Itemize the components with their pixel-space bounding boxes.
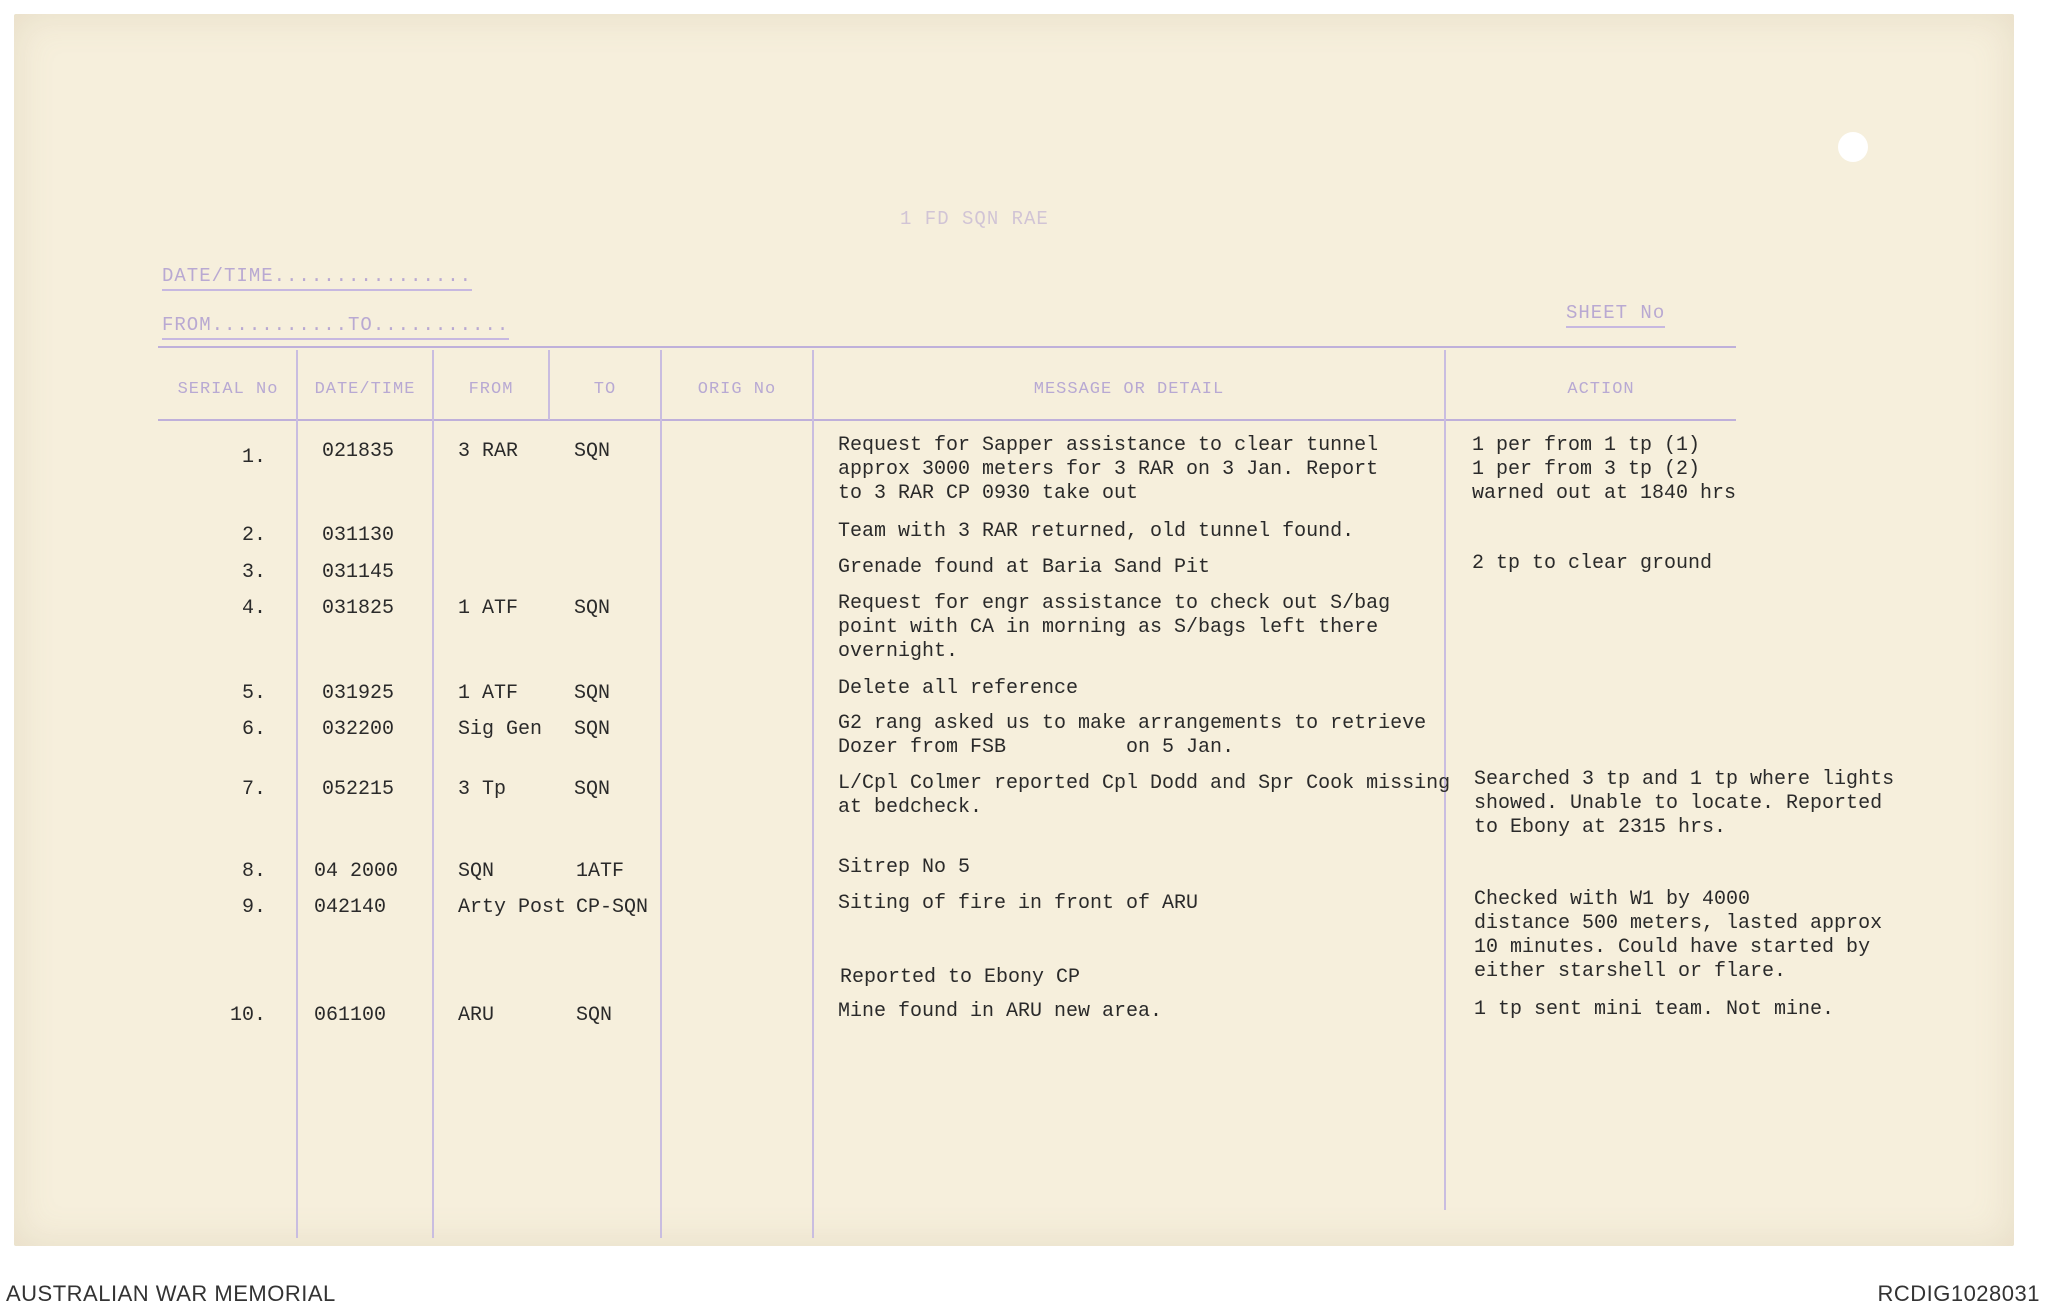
punch-hole (1838, 132, 1868, 162)
row-datetime: 032200 (322, 718, 395, 741)
row-to: SQN (574, 718, 611, 741)
row-serial: 10. (229, 1004, 266, 1027)
row-message: Request for Sapper assistance to clear tunnel approx 3000 meters for 3 RAR on 3 Jan. Report to 3 RAR CP 0930 take out (838, 434, 1379, 505)
row-serial: 3. (241, 561, 266, 584)
from-to-field-label: FROM...........TO........... (162, 314, 509, 340)
row-message: Delete all reference (838, 677, 1079, 700)
row-message: Team with 3 RAR returned, old tunnel found. (838, 520, 1355, 543)
row-datetime: 031145 (322, 561, 395, 584)
row-message: Grenade found at Baria Sand Pit (838, 556, 1211, 579)
row-datetime: 031130 (322, 524, 395, 547)
row-to: 1ATF (576, 860, 625, 883)
row-to: CP-SQN (576, 896, 649, 919)
footer-source: AUSTRALIAN WAR MEMORIAL (6, 1281, 336, 1306)
row-datetime: 052215 (322, 778, 395, 801)
header-bottom-rule (158, 419, 1736, 421)
column-header-to: TO (593, 380, 617, 399)
row-from: SQN (458, 860, 495, 883)
row-to: SQN (574, 778, 611, 801)
row-serial: 2. (241, 524, 266, 547)
column-divider (296, 350, 298, 1238)
table-top-rule (158, 346, 1736, 348)
row-action: Checked with W1 by 4000 distance 500 meters, lasted approx 10 minutes. Could have started by either starshell or flare. (1474, 888, 1883, 983)
column-header-from: FROM (468, 380, 514, 399)
row-datetime: 061100 (314, 1004, 387, 1027)
row-serial: 9. (241, 896, 266, 919)
date-time-field-label: DATE/TIME................ (162, 265, 472, 291)
column-divider (432, 350, 434, 1238)
row-message-continuation: Reported to Ebony CP (840, 966, 1081, 989)
row-message: L/Cpl Colmer reported Cpl Dodd and Spr Cook missing at bedcheck. (838, 772, 1451, 819)
row-from: ARU (458, 1004, 495, 1027)
row-datetime: 04 2000 (314, 860, 399, 883)
row-action: 1 per from 1 tp (1) 1 per from 3 tp (2) warned out at 1840 hrs (1472, 434, 1737, 505)
column-divider (660, 350, 662, 1238)
row-action: 1 tp sent mini team. Not mine. (1474, 998, 1835, 1021)
column-header-datetime: DATE/TIME (314, 380, 416, 399)
row-datetime: 031825 (322, 597, 395, 620)
column-header-orig: ORIG No (697, 380, 777, 399)
row-from: 1 ATF (458, 682, 519, 705)
row-from: 3 RAR (458, 440, 519, 463)
form-pre-title: 1 FD SQN RAE (900, 208, 1049, 230)
column-divider (812, 350, 814, 1238)
row-to: SQN (576, 1004, 613, 1027)
row-datetime: 021835 (322, 440, 395, 463)
row-from: 1 ATF (458, 597, 519, 620)
row-from: Sig Gen (458, 718, 543, 741)
row-serial: 7. (241, 778, 266, 801)
row-message: Request for engr assistance to check out S/bag point with CA in morning as S/bags left there overnight. (838, 592, 1391, 663)
row-message: G2 rang asked us to make arrangements to retrieve Dozer from FSB on 5 Jan. (838, 712, 1427, 759)
row-to: SQN (574, 597, 611, 620)
row-to: SQN (574, 440, 611, 463)
row-action: Searched 3 tp and 1 tp where lights showed. Unable to locate. Reported to Ebony at 2315 hrs. (1474, 768, 1895, 839)
row-to: SQN (574, 682, 611, 705)
sheet-number-label: SHEET No (1566, 302, 1665, 328)
row-message: Mine found in ARU new area. (838, 1000, 1163, 1023)
row-serial: 5. (241, 682, 266, 705)
row-from: Arty Post (458, 896, 567, 919)
row-datetime: 031925 (322, 682, 395, 705)
row-serial: 1. (241, 446, 266, 469)
row-datetime: 042140 (314, 896, 387, 919)
footer-record-id: RCDIG1028031 (1877, 1281, 2040, 1306)
column-header-action: ACTION (1567, 380, 1635, 399)
row-serial: 4. (241, 597, 266, 620)
row-message: Sitrep No 5 (838, 856, 971, 879)
row-serial: 6. (241, 718, 266, 741)
row-message: Siting of fire in front of ARU (838, 892, 1199, 915)
column-header-message: MESSAGE OR DETAIL (1033, 380, 1225, 399)
column-header-serial: SERIAL No (177, 380, 279, 399)
row-action: 2 tp to clear ground (1472, 552, 1713, 575)
row-from: 3 Tp (458, 778, 507, 801)
row-serial: 8. (241, 860, 266, 883)
